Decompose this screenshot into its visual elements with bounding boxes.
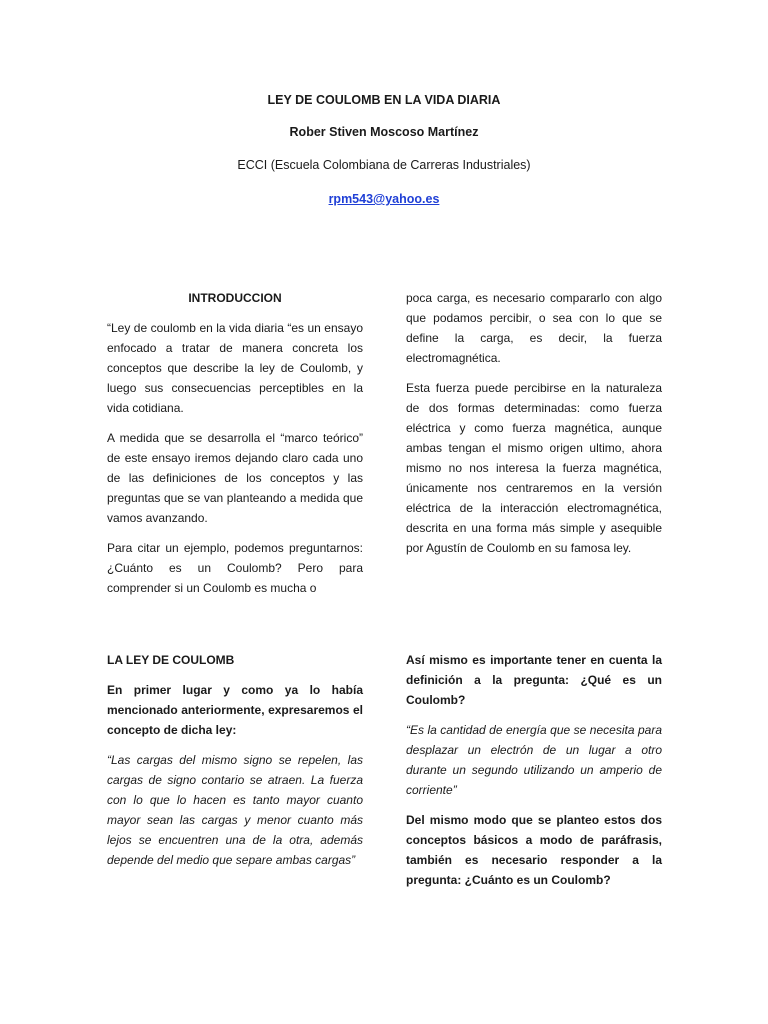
institution-name: ECCI (Escuela Colombiana de Carreras Industriales): [237, 158, 531, 172]
author-email-link[interactable]: rpm543@yahoo.es: [328, 192, 440, 206]
intro-paragraph-4: poca carga, es necesario compararlo con algo que podamos percibir, o sea con lo que se define la carga, es decir, la fuerza electromagnética.: [406, 291, 662, 365]
coulomb-definition-quote: “Es la cantidad de energía que se necesita para desplazar un electrón de un lugar a otro durante un segundo utilizando un amperio de corriente”: [406, 723, 662, 797]
intro-paragraph-2: A medida que se desarrolla el “marco teórico” de este ensayo iremos dejando claro cada uno de las definiciones de los conceptos y las preguntas que se van planteando a medida que vamos avanzando.: [107, 431, 363, 525]
intro-left-column: [107, 288, 363, 608]
law-left-column: [107, 650, 363, 880]
law-paragraph-1: En primer lugar y como ya lo había mencionado anteriormente, expresaremos el concepto de dicha ley:: [107, 683, 363, 737]
intro-heading: INTRODUCCION: [188, 291, 282, 305]
intro-right-column: [406, 288, 662, 568]
law-quote: “Las cargas del mismo signo se repelen, las cargas de signo contario se atraen. La fuerza con lo que lo hacen es tanto mayor cuanto mayor sean las cargas y menor cuanto más lejos se encuentren una de la otra, además depende del medio que separe ambas cargas”: [107, 753, 363, 867]
intro-paragraph-3: Para citar un ejemplo, podemos preguntarnos: ¿Cuánto es un Coulomb? Pero para comprender si un Coulomb es mucha o: [107, 541, 363, 595]
author-name: Rober Stiven Moscoso Martínez: [289, 125, 479, 139]
intro-paragraph-1: “Ley de coulomb en la vida diaria “es un ensayo enfocado a tratar de manera concreta los conceptos que describe la ley de Coulomb, y luego sus consecuencias perceptibles en la vida cotidiana.: [107, 321, 363, 415]
law-right-column: [406, 650, 662, 900]
law-paragraph-2: Así mismo es importante tener en cuenta la definición a la pregunta: ¿Qué es un Coulomb?: [406, 653, 662, 707]
intro-paragraph-5: Esta fuerza puede percibirse en la naturaleza de dos formas determinadas: como fuerza eléctrica y como fuerza magnética, aunque ambas tengan el mismo origen ultimo, ahora mismo no nos interesa la fuerza magnética, únicamente nos centraremos en la versión eléctrica de la interacción electromagnética, descrita en una forma más simple y asequible por Agustín de Coulomb en su famosa ley.: [406, 381, 662, 555]
law-paragraph-3: Del mismo modo que se planteo estos dos conceptos básicos a modo de paráfrasis, también es necesario responder a la pregunta: ¿Cuánto es un Coulomb?: [406, 813, 662, 887]
document-title: LEY DE COULOMB EN LA VIDA DIARIA: [267, 93, 501, 107]
law-heading: LA LEY DE COULOMB: [107, 653, 235, 667]
